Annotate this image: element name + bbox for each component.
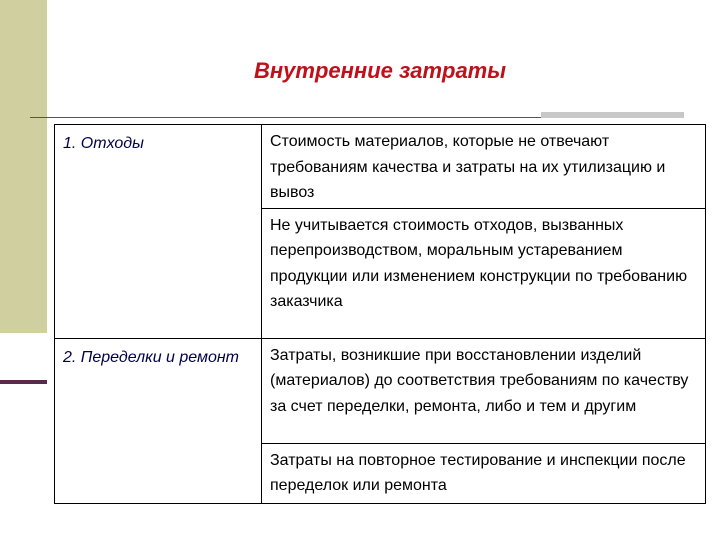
category-cell: 2. Переделки и ремонт bbox=[55, 338, 262, 503]
description-cell: Затраты на повторное тестирование и инспекции после переделок или ремонта bbox=[262, 443, 706, 503]
category-cell: 1. Отходы bbox=[55, 125, 262, 339]
left-accent-line bbox=[0, 380, 47, 384]
left-decorative-bar bbox=[0, 0, 47, 333]
description-cell: Стоимость материалов, которые не отвечают требованиям качества и затраты на их утилизацию и вывоз bbox=[262, 125, 706, 209]
table-row bbox=[55, 125, 706, 209]
description-cell: Не учитывается стоимость отходов, вызванных перепроизводством, моральным устареванием продукции или изменением конструкции по требованию заказчика bbox=[262, 208, 706, 338]
description-cell: Затраты, возникшие при восстановлении изделий (материалов) до соответствия требованиям по качеству за счет переделки, ремонта, либо и тем и другим bbox=[262, 338, 706, 443]
table-row bbox=[55, 338, 706, 443]
divider-accent-block bbox=[541, 112, 684, 118]
costs-table bbox=[54, 124, 706, 504]
slide-title: Внутренние затраты bbox=[253, 58, 507, 83]
